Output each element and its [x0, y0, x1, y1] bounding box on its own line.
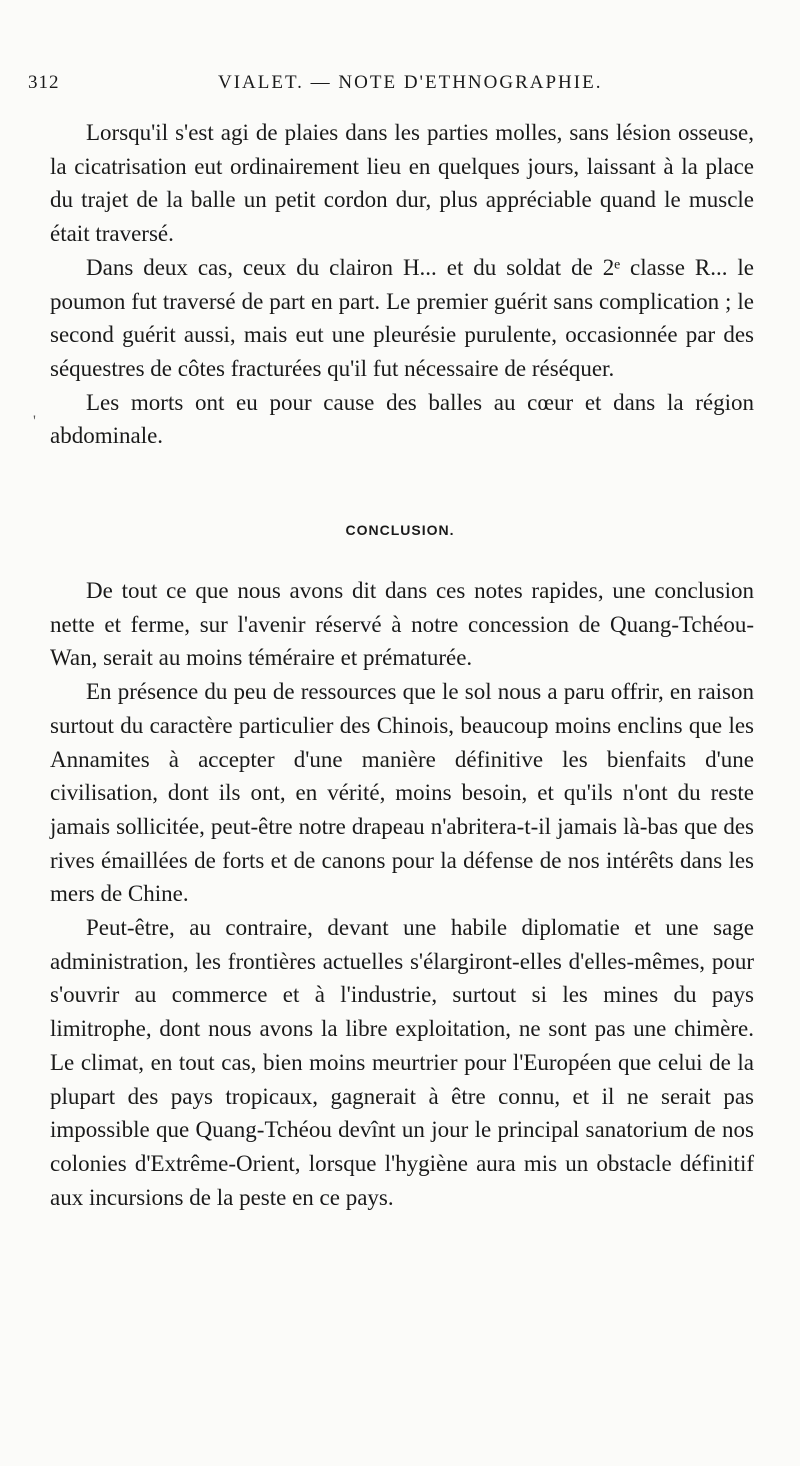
paragraph-wounds-soft-tissue: Lorsqu'il s'est agi de plaies dans les parties molles, sans lésion osseuse, la cicatrisation eut ordinairement lieu en quelques jours, laissant à la place du trajet de la balle un petit cordon dur, plus appréciable quand le muscle était traversé. — [50, 120, 754, 247]
page-number: 312 — [28, 72, 60, 93]
running-head: VIALET. — NOTE D'ETHNOGRAPHIE. — [218, 72, 603, 93]
page-header — [28, 72, 760, 102]
paragraph-lung-cases: Dans deux cas, ceux du clairon H... et du soldat de 2ᵉ classe R... le poumon fut traversé de part en part. Le premier guérit sans complication ; le second guérit aussi, mais eut une pleurésie purulente, occasionnée par des séquestres de côtes fracturées qu'il fut nécessaire de réséquer. — [50, 254, 754, 381]
margin-mark: ' — [33, 413, 36, 430]
body-text-lower — [50, 574, 754, 1214]
section-heading: CONCLUSION. — [345, 522, 455, 538]
paragraph-conclusion-intro: De tout ce que nous avons dit dans ces notes rapides, une conclusion nette et ferme, sur l'avenir réservé à notre concession de Quang-Tchéou-Wan, serait au moins téméraire et prématurée. — [50, 578, 754, 671]
paragraph-deaths: Les morts ont eu pour cause des balles au cœur et dans la région abdominale. — [50, 389, 754, 449]
paragraph-resources: En présence du peu de ressources que le sol nous a paru offrir, en raison surtout du caractère particulier des Chinois, beaucoup moins enclins que les Annamites à accepter d'une manière définitive les bienfaits d'une civilisation, dont ils ont, en vérité, moins besoin, et qu'ils n'ont du reste jamais sollicitée, peut-être notre drapeau n'abritera-t-il jamais là-bas que des rives émaillées de forts et de canons pour la défense de nos intérêts dans les mers de Chine. — [50, 679, 754, 907]
paragraph-future: Peut-être, au contraire, devant une habile diplomatie et une sage administration, les frontières actuelles s'élargiront-elles d'elles-mêmes, pour s'ouvrir au commerce et à l'industrie, surtout si les mines du pays limitrophe, dont nous avons la libre exploitation, ne sont pas une chimère. Le climat, en tout cas, bien moins meurtrier pour l'Européen que celui de la plupart des pays tropicaux, gagnerait à être connu, et il ne serait pas impossible que Quang-Tchéou devînt un jour le principal sanatorium de nos colonies d'Extrême-Orient, lorsque l'hygiène aura mis un obstacle définitif aux incursions de la peste en ce pays. — [50, 915, 754, 1210]
body-text-upper — [50, 116, 754, 453]
